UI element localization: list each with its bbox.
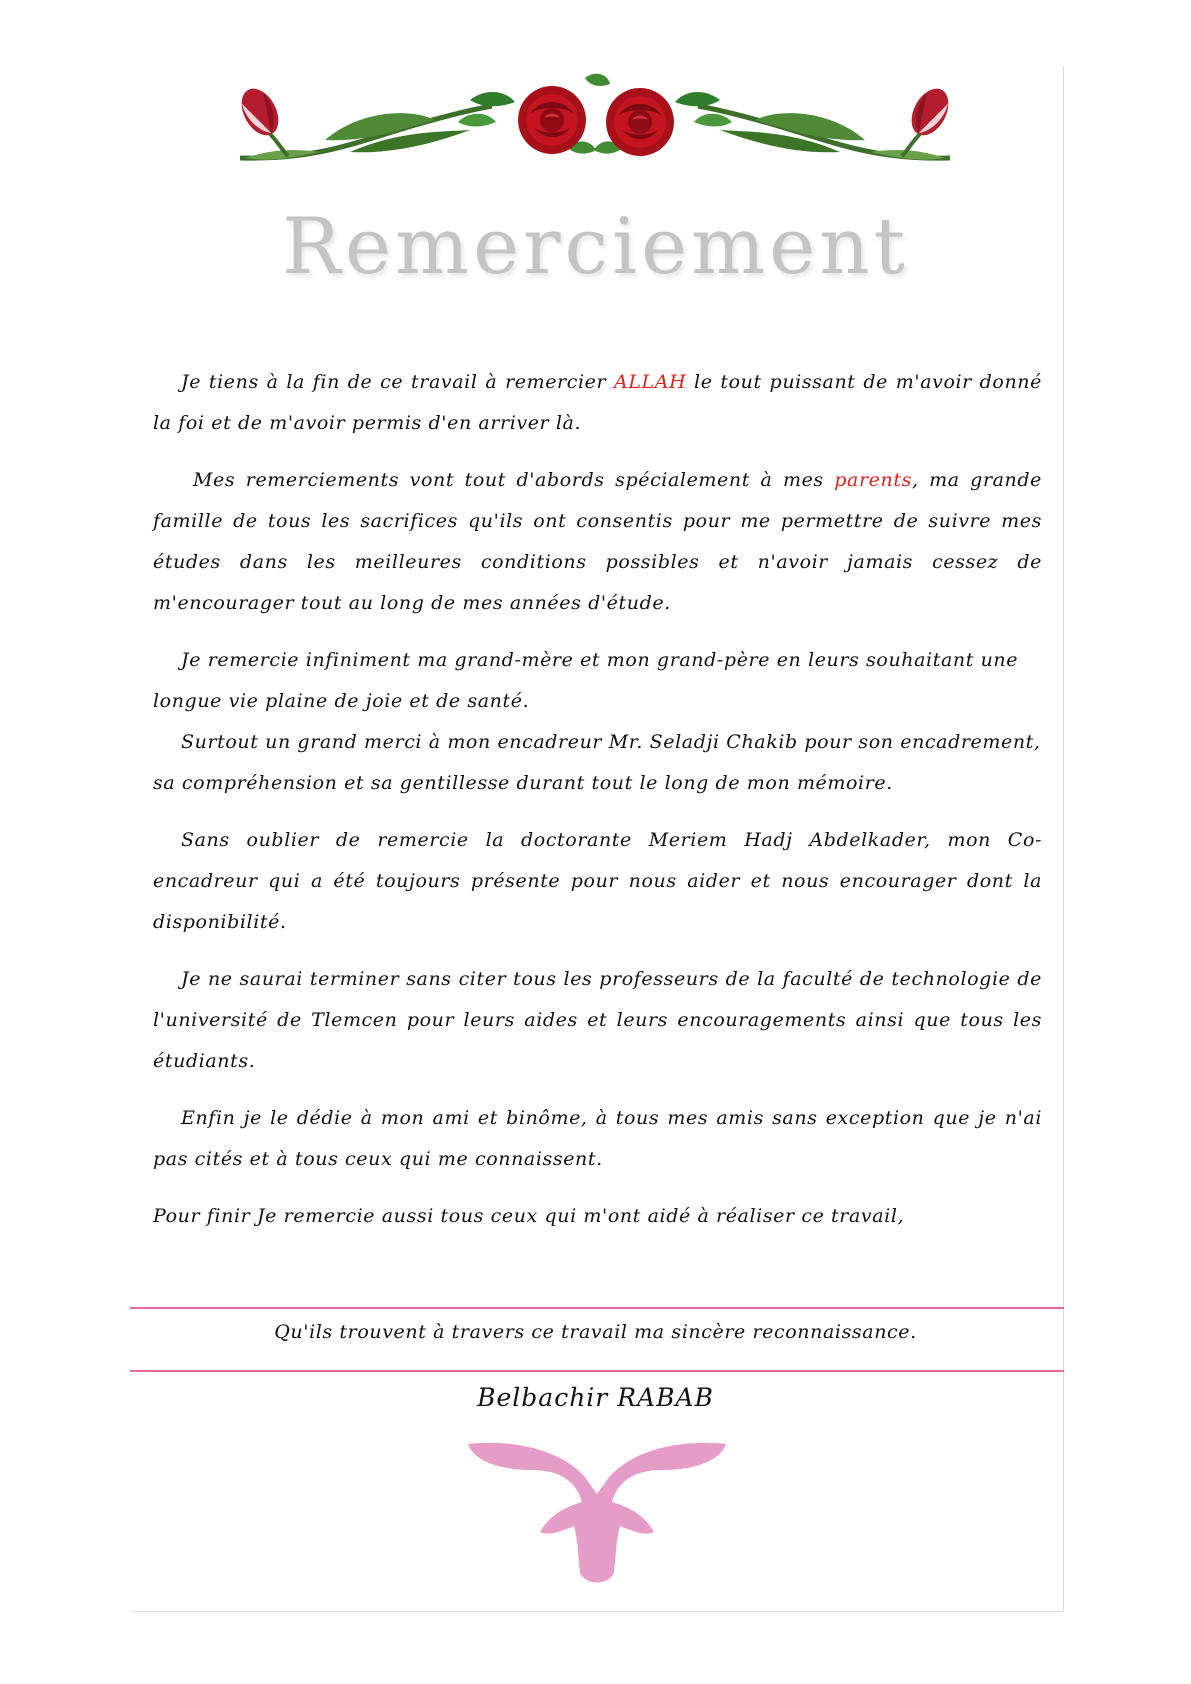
paragraph-text: , ma grande famille de tous les sacrifices qu'ils ont consentis pour me permettre de suivre mes études dans les meilleures conditions possibles et n'avoir jamais cessez de m'encourager tout au long de mes années d'étude. — [153, 469, 1042, 614]
pink-ornament-icon — [466, 1440, 728, 1590]
paragraph-grandparents: Je remercie infiniment ma grand-mère et mon grand-père en leurs souhaitant une longue vie plaine de joie et de santé. — [153, 649, 1019, 712]
divider-line-top — [130, 1307, 1064, 1309]
paragraph-professors: Je ne saurai terminer sans citer tous les professeurs de la faculté de technologie de l'université de Tlemcen pour leurs aides et leurs encouragements ainsi que tous les étudiants. — [153, 968, 1042, 1072]
paragraph-parents — [153, 460, 1042, 624]
author-signature: Belbachir RABAB — [477, 1383, 714, 1412]
rose-garland-image — [230, 70, 960, 185]
paragraph-supervisor: Surtout un grand merci à mon encadreur Mr. Seladji Chakib pour son encadrement, sa compréhension et sa gentillesse durant tout le long de mon mémoire. — [153, 731, 1041, 794]
paragraph-text: Je tiens à la fin de ce travail à remercier — [181, 371, 614, 393]
paragraph-friends: Enfin je le dédie à mon ami et binôme, à tous mes amis sans exception que je n'ai pas cités et à tous ceux qui me connaissent. — [153, 1107, 1042, 1170]
divider-line-bottom — [130, 1370, 1064, 1372]
page-title: Remerciement — [282, 202, 909, 292]
paragraph-final: Pour finir Je remercie aussi tous ceux qui m'ont aidé à réaliser ce travail, — [153, 1205, 905, 1227]
paragraph-allah — [153, 362, 1042, 444]
paragraph-text: le tout puissant de m'avoir donné la foi et de m'avoir permis d'en arriver là. — [153, 371, 1042, 434]
paragraph-text: Mes remerciements vont tout d'abords spécialement à mes — [193, 469, 835, 491]
closing-line: Qu'ils trouvent à travers ce travail ma sincère reconnaissance. — [274, 1321, 917, 1343]
highlight-allah: ALLAH — [614, 371, 687, 393]
page-edge-bottom — [130, 1611, 1064, 1612]
page-edge-right — [1063, 66, 1064, 1612]
highlight-parents: parents — [834, 469, 912, 491]
paragraph-cosupervisor: Sans oublier de remercie la doctorante Meriem Hadj Abdelkader, mon Co-encadreur qui a été toujours présente pour nous aider et nous encourager dont la disponibilité. — [153, 829, 1042, 933]
acknowledgment-body — [153, 362, 1042, 1253]
